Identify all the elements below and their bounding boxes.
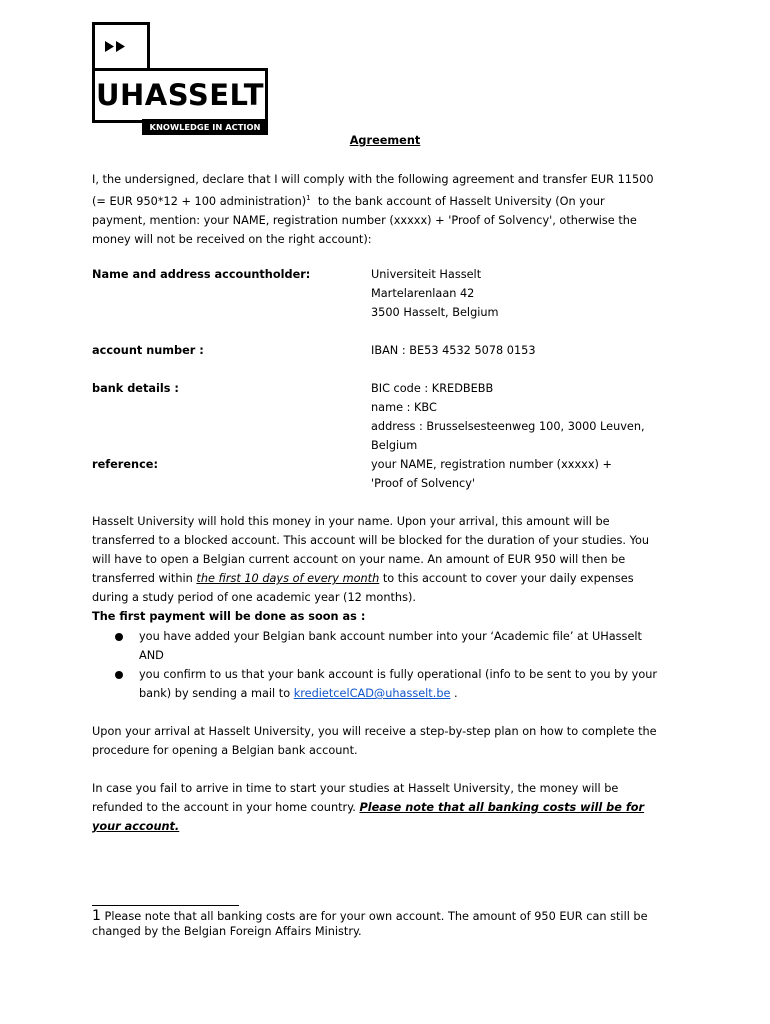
refund-paragraph	[92, 779, 682, 836]
bullet-dot	[115, 671, 123, 679]
refund-line: In case you fail to arrive in time to start your studies at Hasselt University, the money will be	[92, 782, 619, 795]
arrival-paragraph	[92, 722, 682, 760]
accountholder-name: Universiteit Hasselt	[371, 268, 482, 281]
body-line: will have to open a Belgian current account on your name. An amount of EUR 950 will then be	[92, 553, 626, 566]
refund-line: your account.	[92, 820, 180, 833]
arrival-line: Upon your arrival at Hasselt University, you will receive a step-by-step plan on how to complete the	[92, 725, 657, 738]
reference-label: reference:	[92, 458, 158, 471]
bank-name: name : KBC	[371, 401, 437, 414]
footnote-text: Please note that all banking costs are for your own account. The amount of 950 EUR can still be	[104, 910, 648, 923]
account-number-value: IBAN : BE53 4532 5078 0153	[371, 344, 536, 357]
footnote-ref: 1	[306, 194, 311, 202]
reference-value-line: 'Proof of Solvency'	[371, 477, 476, 490]
banking-costs-note: Please note that all banking costs will be for	[359, 801, 645, 814]
bullet-item-text: you confirm to us that your bank account is fully operational (info to be sent to you by your	[139, 668, 658, 681]
bank-address: address : Brusselsesteenweg 100, 3000 Leuven,	[371, 420, 645, 433]
blocked-account-paragraph	[92, 512, 682, 626]
body-line: transferred to a blocked account. This account will be blocked for the duration of your studies. You	[92, 534, 650, 547]
bank-country: Belgium	[371, 439, 418, 452]
email-link[interactable]: kredietcelCAD@uhasselt.be	[293, 687, 451, 700]
bullet-item-text: AND	[139, 649, 164, 662]
logo-tagline: KNOWLEDGE IN ACTION	[149, 122, 261, 132]
reference-value-line: your NAME, registration number (xxxxx) +	[371, 458, 612, 471]
bullet-item-text: bank) by sending a mail to kredietcelCAD@uhasselt.be .	[139, 687, 458, 700]
body-line: during a study period of one academic year (12 months).	[92, 591, 416, 604]
intro-line: payment, mention: your NAME, registration number (xxxxx) + 'Proof of Solvency', otherwise the	[92, 213, 637, 227]
emphasis-text: the first 10 days of every month	[196, 572, 380, 585]
intro-line: (= EUR 950*12 + 100 administration)$^1$ to the bank account of Hasselt University (On your	[92, 194, 605, 208]
uhasselt-logo	[92, 22, 268, 135]
intro-line: money will not be received on the right account):	[92, 232, 372, 246]
logo-wordmark: UHASSELT	[95, 78, 264, 112]
footnote-separator	[92, 905, 239, 906]
arrival-line: procedure for opening a Belgian bank account.	[92, 744, 358, 757]
account-number-label: account number :	[92, 344, 204, 357]
name-address-label: Name and address accountholder:	[92, 268, 311, 281]
body-line: Hasselt University will hold this money in your name. Upon your arrival, this amount will be	[92, 515, 610, 528]
intro-line: I, the undersigned, declare that I will comply with the following agreement and transfer EUR 11500	[92, 173, 654, 186]
body-line: transferred within the first 10 days of every month to this account to cover your daily expenses	[92, 572, 634, 585]
refund-line: refunded to the account in your home country. Please note that all banking costs will be for	[92, 801, 645, 814]
footnote-text: changed by the Belgian Foreign Affairs Ministry.	[92, 925, 362, 938]
bank-details-label: bank details :	[92, 382, 179, 395]
footnote	[92, 909, 692, 939]
page-title: Agreement	[349, 134, 421, 147]
footnote-number: 1	[92, 908, 101, 924]
bullet-item-text: you have added your Belgian bank account number into your ‘Academic file’ at UHasselt	[139, 630, 642, 643]
first-payment-heading: The first payment will be done as soon as :	[92, 610, 366, 623]
intro-paragraph	[92, 170, 682, 249]
bank-bic: BIC code : KREDBEBB	[371, 382, 494, 395]
accountholder-city: 3500 Hasselt, Belgium	[371, 306, 499, 319]
fast-forward-icon	[105, 41, 114, 52]
bullet-dot	[115, 633, 123, 641]
accountholder-street: Martelarenlaan 42	[371, 287, 475, 300]
